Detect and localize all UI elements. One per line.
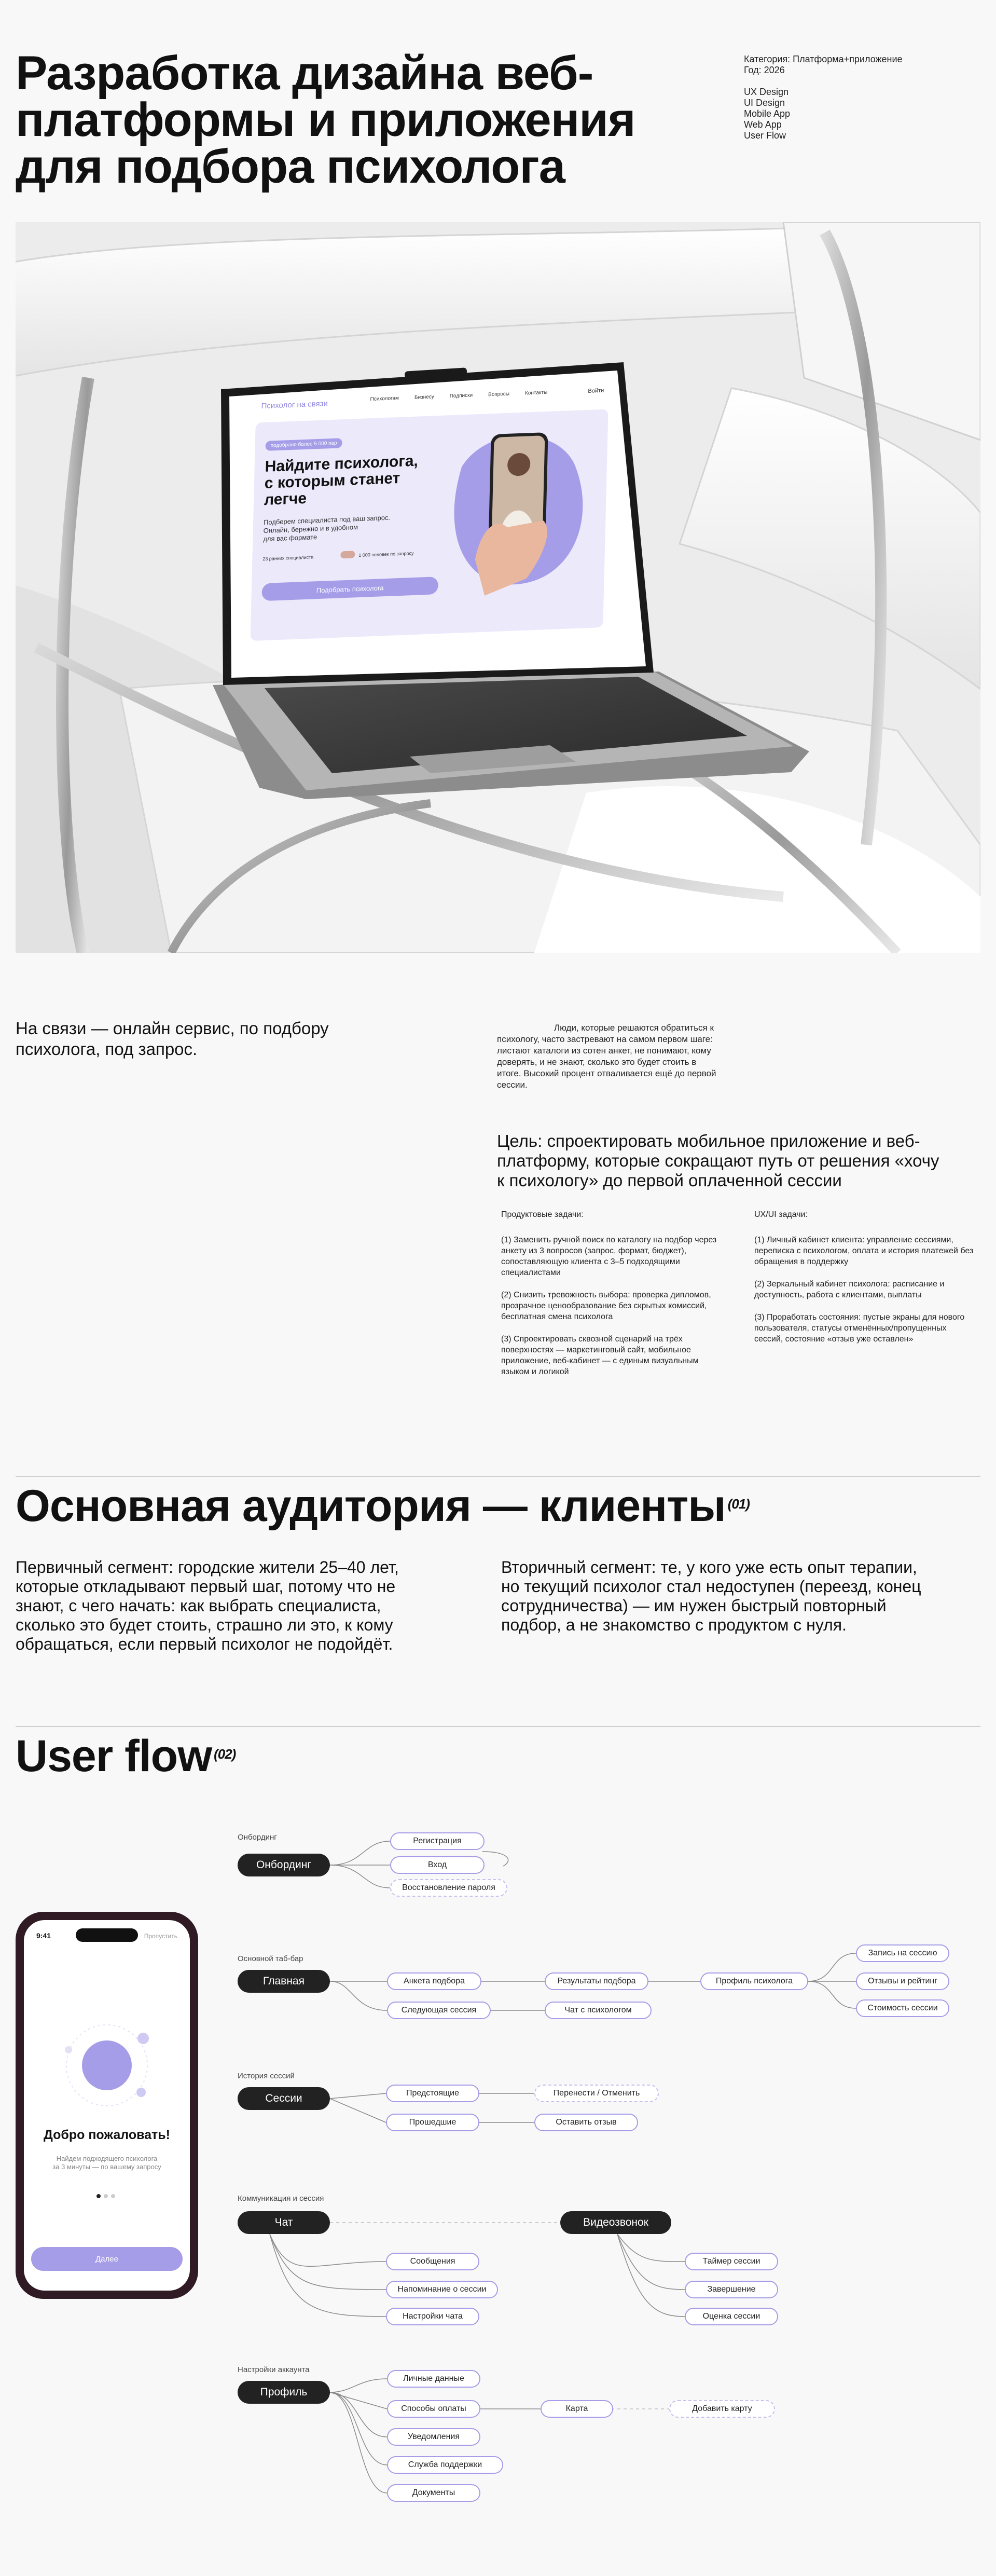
node-onboarding[interactable]: Онбординг [238, 1854, 330, 1876]
divider [16, 1476, 980, 1477]
node-sessions[interactable]: Сессии [238, 2087, 330, 2110]
website-mockup [229, 362, 630, 668]
node-video-call[interactable]: Видеозвонок [560, 2211, 671, 2234]
node-notifications[interactable]: Уведомления [387, 2428, 480, 2446]
site-nav [370, 390, 547, 402]
site-login[interactable]: Войти [588, 387, 604, 394]
phone-screen [24, 1920, 190, 2291]
node-card[interactable]: Карта [541, 2400, 613, 2418]
node-home[interactable]: Главная [238, 1970, 330, 1993]
task-item: (1) Личный кабинет клиента: управление сессиями, переписка с психологом, оплата и история платежей без обращения в поддержку [754, 1236, 974, 1266]
node-psychologist-profile[interactable]: Профиль психолога [700, 1972, 808, 1990]
task-item: (2) Зеркальный кабинет психолога: расписание и доступность, работа с клиентами, выплаты [754, 1280, 945, 1299]
dot-active [96, 2194, 101, 2198]
userflow-title-text: User flow [16, 1731, 212, 1781]
task-item: (2) Снизить тревожность выбора: проверка дипломов, прозрачное ценообразование без скрытых комиссий, бесплатная смена психолога [501, 1291, 711, 1321]
node-reviews-rating[interactable]: Отзывы и рейтинг [856, 1972, 949, 1990]
node-finish[interactable]: Завершение [685, 2281, 778, 2298]
node-payment-methods[interactable]: Способы оплаты [387, 2400, 480, 2418]
product-tasks [501, 1209, 724, 1389]
ux-tasks [754, 1209, 977, 1356]
node-registration[interactable]: Регистрация [390, 1832, 485, 1850]
node-next-session[interactable]: Следующая сессия [387, 2002, 491, 2019]
node-session-price[interactable]: Стоимость сессии [856, 1999, 949, 2017]
node-add-card[interactable]: Добавить карту [669, 2400, 775, 2418]
phone-notch [76, 1928, 138, 1942]
intro-problem: Люди, которые решаются обратиться к психологу, часто застревают на самом первом шаге: листают каталоги из сотен анкет, не понимают, кому доверять, и не знают, сколько это будет стоить в итоге. Высокий процент отваливается ещё до первой сессии. [497, 1023, 716, 1090]
meta-tag: Web App [744, 119, 782, 130]
site-sub: Подберем специалиста под ваш запрос. Онлайн, бережно и в удобном для вас формате [263, 513, 391, 543]
node-login[interactable]: Вход [390, 1856, 485, 1874]
ux-tasks-heading: UX/UI задачи: [754, 1210, 808, 1219]
site-logo: Психолог на связи [261, 399, 328, 411]
site-nav-item[interactable]: Подписки [449, 392, 473, 400]
page-title: Разработка дизайна веб- платформы и приложения для подбора психолога [16, 47, 635, 193]
skip-link[interactable]: Пропустить [144, 1933, 177, 1940]
node-reschedule-cancel[interactable]: Перенести / Отменить [534, 2085, 659, 2102]
node-messages[interactable]: Сообщения [386, 2253, 479, 2270]
task-item: (3) Проработать состояния: пустые экраны для нового пользователя, статусы отменённых/пропущенных сессий, состояние «отзыв уже оставлен» [754, 1313, 965, 1344]
dot [111, 2194, 115, 2198]
task-item: (3) Спроектировать сквозной сценарий на трёх поверхностях — маркетинговый сайт, мобильное приложение, веб-кабинет — с единым визуальным языком и логикой [501, 1335, 699, 1376]
meta-tag: UX Design [744, 87, 789, 97]
node-session-reminder[interactable]: Напоминание о сессии [386, 2281, 498, 2298]
intro-lead: На связи — онлайн сервис, по подбору психолога, под запрос. [16, 1019, 329, 1059]
node-upcoming[interactable]: Предстоящие [386, 2085, 479, 2102]
site-nav-item[interactable]: Бизнесу [414, 394, 434, 401]
page-dots [96, 2194, 115, 2198]
next-button[interactable]: Далее [31, 2247, 183, 2271]
dot [104, 2194, 108, 2198]
group-label: История сессий [238, 2072, 295, 2080]
site-hero-card [251, 409, 608, 641]
node-session-timer[interactable]: Таймер сессии [685, 2253, 778, 2270]
node-password-recovery[interactable]: Восстановление пароля [390, 1879, 507, 1897]
site-nav-item[interactable]: Вопросы [488, 391, 510, 398]
group-label: Настройки аккаунта [238, 2365, 310, 2374]
project-goal: Цель: спроектировать мобильное приложение и веб-платформу, которые сокращают путь от решения «хочу к психологу» до первой оплаченной сессии [497, 1131, 939, 1190]
group-label: Основной таб-бар [238, 1954, 303, 1963]
hand-phone-illustration [438, 420, 598, 597]
product-tasks-heading: Продуктовые задачи: [501, 1210, 584, 1219]
meta-tag: Mobile App [744, 108, 791, 119]
section-number: (01) [727, 1496, 750, 1512]
project-meta [744, 54, 903, 141]
meta-category: Категория: Платформа+приложение [744, 54, 903, 64]
node-personal-data[interactable]: Личные данные [387, 2370, 480, 2388]
site-nav-item[interactable]: Контакты [524, 389, 548, 396]
secondary-segment: Вторичный сегмент: те, у кого уже есть опыт терапии, но текущий психолог стал недоступен (переезд, конец сотрудничества) — им нужен быстрый повторный подбор, а не знакомство с продуктом с нуля. [501, 1558, 921, 1634]
welcome-desc: Найдем подходящего психолога за 3 минуты — по вашему запросу [52, 2155, 161, 2171]
node-documents[interactable]: Документы [387, 2484, 480, 2502]
node-match-results[interactable]: Результаты подбора [545, 1972, 648, 1990]
avatar-group [340, 551, 355, 558]
group-label: Онбординг [238, 1833, 277, 1842]
site-headline: Найдите психолога, с которым станет легче [264, 452, 419, 509]
site-cta-button[interactable]: Подобрать психолога [261, 577, 438, 601]
node-chat[interactable]: Чат [238, 2211, 330, 2234]
site-badge: подобрано более 5 000 пар [265, 438, 342, 451]
node-chat-settings[interactable]: Настройки чата [386, 2308, 479, 2325]
welcome-title: Добро пожаловать! [44, 2128, 170, 2142]
node-support[interactable]: Служба поддержки [387, 2456, 503, 2474]
node-past[interactable]: Прошедшие [386, 2114, 479, 2131]
divider [16, 1726, 980, 1727]
meta-year: Год: 2026 [744, 65, 785, 75]
group-label: Коммуникация и сессия [238, 2194, 324, 2203]
audience-title [16, 1481, 750, 1531]
primary-segment: Первичный сегмент: городские жители 25–40 лет, которые откладывают первый шаг, потому что не знают, с чего начать: как выбрать специалиста, сколько это будет стоить, страшно ли это, к кому обращаться, если первый психолог не подойдёт. [16, 1558, 399, 1653]
node-leave-review[interactable]: Оставить отзыв [534, 2114, 638, 2131]
site-nav-item[interactable]: Психологам [370, 395, 399, 403]
hero-image [16, 222, 980, 953]
status-time: 9:41 [36, 1931, 51, 1940]
node-questionnaire[interactable]: Анкета подбора [387, 1972, 481, 1990]
phone-mockup [16, 1912, 198, 2299]
node-profile[interactable]: Профиль [238, 2381, 330, 2404]
onboarding-illustration [50, 2013, 164, 2117]
site-stat: 1 000 человек по запросу [358, 550, 414, 558]
section-number: (02) [214, 1746, 236, 1762]
node-chat-psychologist[interactable]: Чат с психологом [545, 2002, 652, 2019]
audience-title-text: Основная аудитория — клиенты [16, 1481, 726, 1531]
meta-tag: UI Design [744, 98, 785, 108]
task-item: (1) Заменить ручной поиск по каталогу на подбор через анкету из 3 вопросов (запрос, формат, бюджет), сопоставляющую клиента с 3–5 подходящими специалистами [501, 1236, 717, 1277]
node-rate-session[interactable]: Оценка сессии [685, 2308, 778, 2325]
site-stat: 23 ранних специалиста [262, 554, 314, 562]
node-book-session[interactable]: Запись на сессию [856, 1944, 949, 1962]
meta-tag: User Flow [744, 130, 786, 141]
